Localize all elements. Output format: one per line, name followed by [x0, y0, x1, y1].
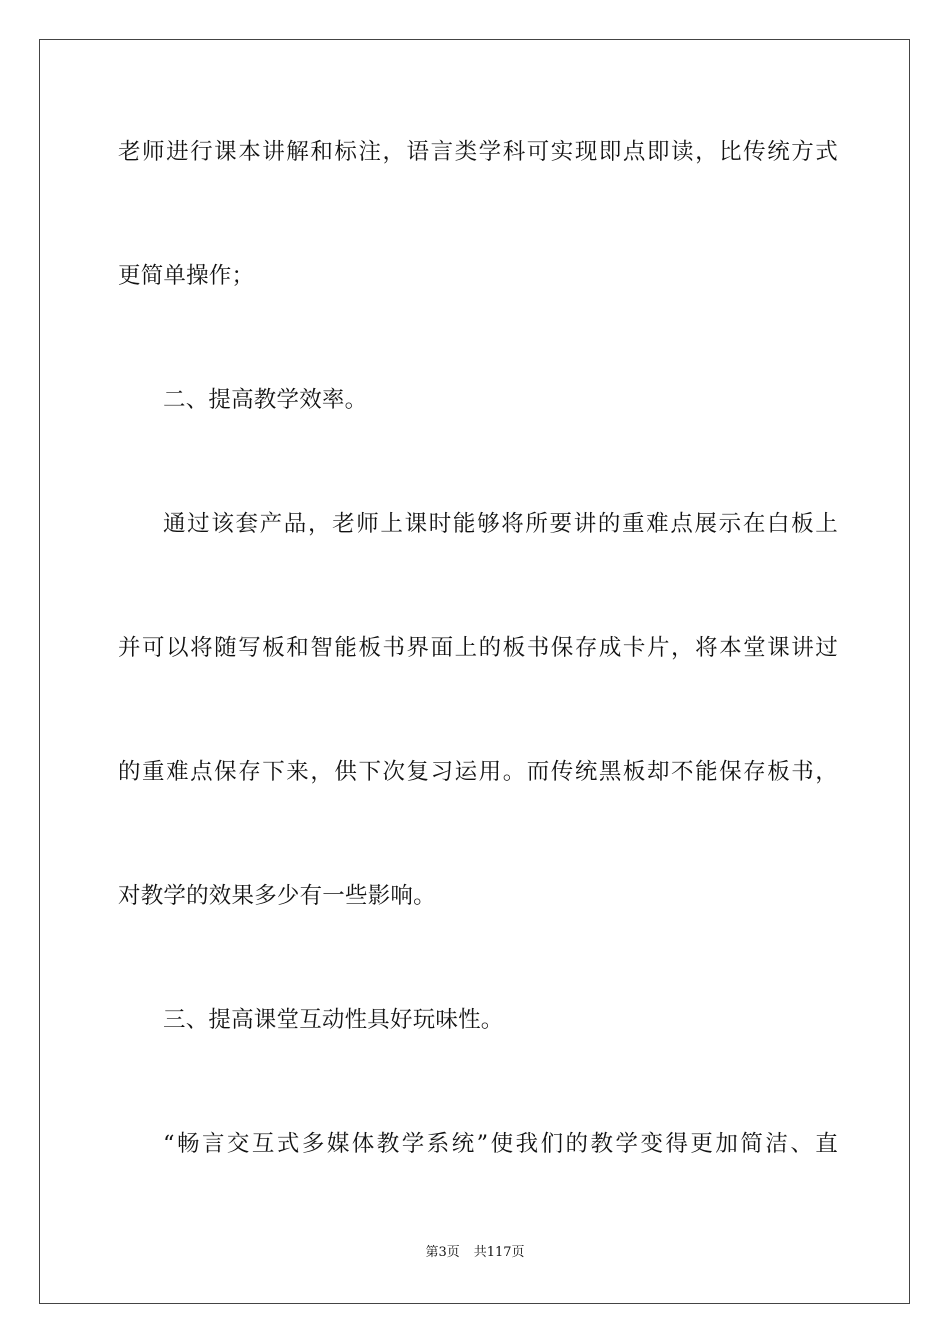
paragraph-line: 对教学的效果多少有一些影响。 — [118, 883, 436, 909]
paragraph-line: 老师进行课本讲解和标注，语言类学科可实现即点即读，比传统方式 — [118, 139, 838, 165]
section-heading: 三、提高课堂互动性具好玩味性。 — [163, 1007, 504, 1033]
page-border — [39, 39, 910, 1304]
section-heading: 二、提高教学效率。 — [163, 387, 368, 413]
page-total: 共117页 — [473, 1245, 525, 1260]
page-number: 第3页 — [425, 1245, 460, 1260]
paragraph-line: 更简单操作； — [118, 263, 255, 289]
page-footer — [0, 1244, 950, 1262]
paragraph-line: 的重难点保存下来，供下次复习运用。而传统黑板却不能保存板书， — [118, 759, 838, 785]
paragraph-line: 通过该套产品，老师上课时能够将所要讲的重难点展示在白板上 — [163, 511, 838, 537]
paragraph-line: 并可以将随写板和智能板书界面上的板书保存成卡片，将本堂课讲过 — [118, 635, 838, 661]
paragraph-line: “畅言交互式多媒体教学系统”使我们的教学变得更加简洁、直 — [163, 1131, 838, 1157]
